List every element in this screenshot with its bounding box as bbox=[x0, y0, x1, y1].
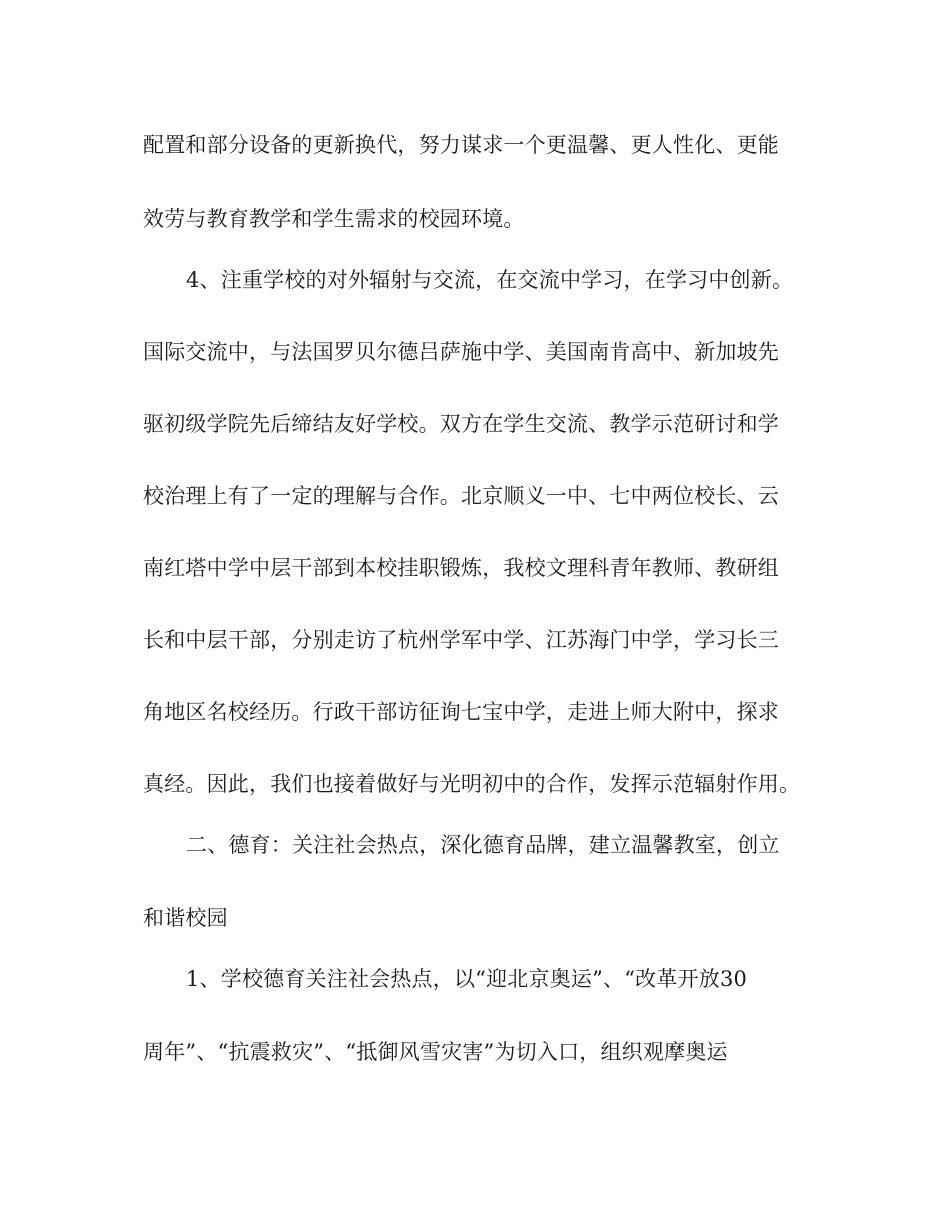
section-heading-line: 二、德育：关注社会热点，深化德育品牌，建立温馨教室，创立 bbox=[186, 833, 780, 857]
text-line: 周年”、“抗震救灾”、“抵御风雪灾害”为切入口，组织观摩奥运 bbox=[143, 1040, 728, 1064]
text-line: 角地区名校经历。行政干部访征询七宝中学，走进上师大附中，探求 bbox=[143, 700, 779, 724]
text-line: 长和中层干部，分别走访了杭州学军中学、江苏海门中学，学习长三 bbox=[143, 628, 779, 652]
text-line: 驱初级学院先后缔结友好学校。双方在学生交流、教学示范研讨和学 bbox=[143, 412, 779, 436]
text-line: 真经。因此，我们也接着做好与光明初中的合作，发挥示范辐射作用。 bbox=[143, 772, 801, 796]
text-line: 配置和部分设备的更新换代，努力谋求一个更温馨、更人性化、更能 bbox=[143, 133, 779, 157]
paragraph-start-line: 1、学校德育关注社会热点，以“迎北京奥运”、“改革开放30 bbox=[186, 967, 748, 991]
text-line: 南红塔中学中层干部到本校挂职锻炼，我校文理科青年教师、教研组 bbox=[143, 556, 779, 580]
text-line: 国际交流中，与法国罗贝尔德吕萨施中学、美国南肯高中、新加坡先 bbox=[143, 340, 779, 364]
section-heading-line: 和谐校园 bbox=[143, 906, 228, 930]
text-line: 校治理上有了一定的理解与合作。北京顺义一中、七中两位校长、云 bbox=[143, 484, 779, 508]
text-line: 效劳与教育教学和学生需求的校园环境。 bbox=[143, 207, 525, 231]
paragraph-start-line: 4、注重学校的对外辐射与交流，在交流中学习，在学习中创新。 bbox=[186, 268, 794, 292]
